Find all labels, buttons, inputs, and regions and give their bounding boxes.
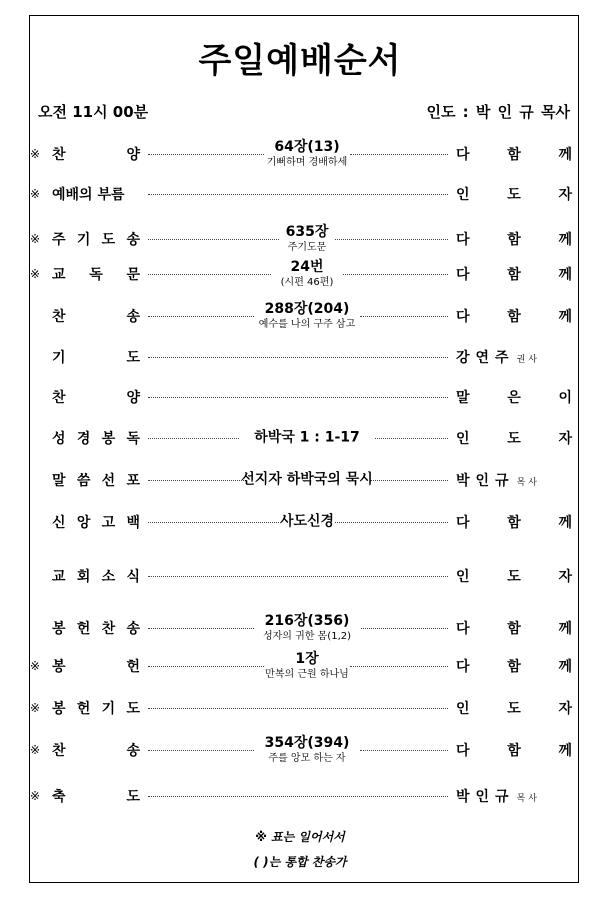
service-time: 오전 11시 00분 bbox=[38, 103, 149, 121]
dotted-leader bbox=[148, 796, 448, 797]
dotted-leader bbox=[148, 576, 448, 577]
responsible-char: 다 bbox=[456, 309, 470, 325]
item-label bbox=[52, 144, 140, 164]
item-label bbox=[52, 698, 140, 718]
service-item bbox=[30, 688, 578, 728]
item-label bbox=[52, 618, 140, 638]
responsible-char: 께 bbox=[558, 659, 572, 675]
item-content bbox=[180, 301, 434, 331]
page-title: 주일예배순서 bbox=[198, 41, 402, 81]
item-label bbox=[52, 347, 140, 367]
responsible-char: 께 bbox=[558, 267, 572, 283]
responsible-name: 박인규 bbox=[456, 789, 515, 805]
item-label-char: 기 bbox=[101, 701, 116, 717]
standing-mark: ※ bbox=[30, 743, 41, 757]
item-label-char: 도 bbox=[126, 701, 140, 717]
item-label-char: 도 bbox=[126, 350, 140, 366]
item-label-char: 헌 bbox=[76, 621, 91, 637]
dotted-leader bbox=[148, 708, 448, 709]
item-label bbox=[52, 428, 140, 448]
footer-hymnal-note: ( )는 통합 찬송가 bbox=[253, 855, 347, 869]
item-label bbox=[52, 264, 140, 284]
item-label-char: 앙 bbox=[76, 515, 91, 531]
responsible-char: 함 bbox=[507, 147, 521, 163]
item-content bbox=[180, 651, 434, 681]
responsible-name: 박인규 bbox=[456, 473, 515, 489]
responsible-char: 도 bbox=[507, 187, 521, 203]
item-title: 하박국 1 : 1-17 bbox=[254, 429, 360, 446]
responsible-char: 께 bbox=[558, 515, 572, 531]
item-label-char: 봉 bbox=[52, 701, 66, 717]
responsible-char: 께 bbox=[558, 147, 572, 163]
item-title: 사도신경 bbox=[279, 513, 335, 530]
item-label-char: 헌 bbox=[126, 659, 140, 675]
responsible-char: 은 bbox=[507, 390, 521, 406]
responsible-char: 다 bbox=[456, 147, 470, 163]
item-label-char: 헌 bbox=[76, 701, 91, 717]
responsible-char: 다 bbox=[456, 659, 470, 675]
item-label-char: 포 bbox=[126, 473, 140, 489]
item-title: 216장(356) bbox=[264, 613, 350, 629]
responsible-char: 함 bbox=[507, 267, 521, 283]
item-responsible bbox=[456, 347, 572, 367]
responsible-char: 자 bbox=[558, 569, 572, 585]
item-subtitle: 만복의 근원 하나님 bbox=[265, 669, 349, 680]
standing-mark: ※ bbox=[30, 147, 41, 161]
responsible-char: 자 bbox=[558, 431, 572, 447]
responsible-char: 께 bbox=[558, 232, 572, 248]
item-label bbox=[52, 229, 140, 249]
item-label bbox=[52, 656, 140, 676]
item-title: 선지자 하박국의 묵시 bbox=[241, 471, 373, 488]
item-label-char: 도 bbox=[101, 232, 116, 248]
item-content bbox=[180, 472, 434, 489]
item-label-char: 봉 bbox=[52, 659, 66, 675]
item-label-char: 교 bbox=[52, 569, 66, 585]
item-label-char: 송 bbox=[126, 232, 140, 248]
standing-mark: ※ bbox=[30, 187, 41, 201]
item-label bbox=[52, 306, 140, 326]
item-label-char: 기 bbox=[52, 350, 66, 366]
item-responsible bbox=[456, 144, 572, 164]
item-label-char: 찬 bbox=[52, 147, 66, 163]
item-label-char: 회 bbox=[76, 569, 91, 585]
standing-mark: ※ bbox=[30, 659, 41, 673]
item-label-char: 식 bbox=[126, 569, 140, 585]
item-content bbox=[180, 259, 434, 289]
service-item bbox=[30, 134, 578, 174]
responsible-char: 자 bbox=[558, 701, 572, 717]
item-label-char: 교 bbox=[52, 267, 66, 283]
item-label-char: 기 bbox=[76, 232, 91, 248]
responsible-char: 함 bbox=[507, 743, 521, 759]
item-content bbox=[180, 224, 434, 254]
service-item bbox=[30, 219, 578, 259]
item-label-char: 양 bbox=[126, 147, 140, 163]
item-label-char: 독 bbox=[89, 267, 103, 283]
item-responsible bbox=[456, 656, 572, 676]
item-responsible bbox=[456, 428, 572, 448]
service-item bbox=[30, 608, 578, 648]
responsible-title: 목사 bbox=[516, 794, 540, 804]
item-content bbox=[180, 139, 434, 169]
item-label bbox=[52, 786, 140, 806]
service-item bbox=[30, 646, 578, 686]
item-label-char: 찬 bbox=[101, 621, 116, 637]
item-responsible bbox=[456, 566, 572, 586]
item-responsible bbox=[456, 387, 572, 407]
service-item bbox=[30, 776, 578, 816]
responsible-char: 다 bbox=[456, 267, 470, 283]
responsible-char: 인 bbox=[456, 431, 470, 447]
item-subtitle: 기뻐하며 경배하세 bbox=[266, 157, 348, 168]
responsible-char: 도 bbox=[507, 701, 521, 717]
service-item bbox=[30, 502, 578, 542]
item-label-char: 봉 bbox=[52, 621, 66, 637]
item-title: 1장 bbox=[295, 651, 319, 667]
responsible-char: 도 bbox=[507, 569, 521, 585]
item-responsible bbox=[456, 470, 572, 490]
item-label bbox=[52, 740, 140, 760]
service-item bbox=[30, 174, 578, 214]
item-label-char: 봉 bbox=[101, 431, 116, 447]
item-responsible bbox=[456, 184, 572, 204]
item-label-char: 송 bbox=[126, 743, 140, 759]
responsible-char: 께 bbox=[558, 309, 572, 325]
responsible-char: 다 bbox=[456, 621, 470, 637]
item-label-char: 양 bbox=[126, 390, 140, 406]
service-item bbox=[30, 377, 578, 417]
item-label-char: 고 bbox=[101, 515, 116, 531]
service-item bbox=[30, 556, 578, 596]
item-subtitle: 예수를 나의 구주 삼고 bbox=[258, 319, 356, 330]
item-content bbox=[180, 735, 434, 765]
item-label-char: 말 bbox=[52, 473, 66, 489]
item-label bbox=[52, 566, 140, 586]
item-label-char: 주 bbox=[52, 232, 66, 248]
item-label-char: 축 bbox=[52, 789, 66, 805]
item-label bbox=[52, 470, 140, 490]
item-content bbox=[180, 430, 434, 447]
responsible-char: 함 bbox=[507, 515, 521, 531]
item-label-char: 문 bbox=[126, 267, 140, 283]
service-item bbox=[30, 418, 578, 458]
item-title: 24번 bbox=[290, 259, 324, 275]
standing-mark: ※ bbox=[30, 789, 41, 803]
item-content bbox=[180, 613, 434, 643]
service-item bbox=[30, 730, 578, 770]
item-label-char: 경 bbox=[76, 431, 91, 447]
service-item bbox=[30, 296, 578, 336]
item-title: 64장(13) bbox=[274, 139, 340, 155]
item-label bbox=[52, 184, 140, 204]
item-label-char: 도 bbox=[126, 789, 140, 805]
item-label-char: 송 bbox=[126, 621, 140, 637]
item-responsible bbox=[456, 264, 572, 284]
item-label-char: 독 bbox=[126, 431, 140, 447]
standing-mark: ※ bbox=[30, 232, 41, 246]
item-title: 354장(394) bbox=[264, 735, 350, 751]
item-subtitle: 주기도문 bbox=[287, 242, 327, 253]
item-title: 635장 bbox=[285, 224, 329, 240]
responsible-char: 이 bbox=[558, 390, 572, 406]
item-label-char: 신 bbox=[52, 515, 66, 531]
item-responsible bbox=[456, 512, 572, 532]
standing-mark: ※ bbox=[30, 267, 41, 281]
item-responsible bbox=[456, 740, 572, 760]
responsible-char: 다 bbox=[456, 515, 470, 531]
responsible-char: 인 bbox=[456, 701, 470, 717]
item-subtitle: 성자의 귀한 몸(1,2) bbox=[262, 631, 352, 642]
responsible-char: 인 bbox=[456, 569, 470, 585]
responsible-char: 께 bbox=[558, 743, 572, 759]
service-item bbox=[30, 254, 578, 294]
footer-standing-note: ※ 표는 일어서서 bbox=[255, 830, 345, 844]
service-item bbox=[30, 337, 578, 377]
responsible-title: 목사 bbox=[516, 478, 540, 488]
dotted-leader bbox=[148, 397, 448, 398]
responsible-char: 다 bbox=[456, 743, 470, 759]
item-label-char: 선 bbox=[101, 473, 116, 489]
item-label-char: 찬 bbox=[52, 309, 66, 325]
item-responsible bbox=[456, 306, 572, 326]
responsible-char: 다 bbox=[456, 232, 470, 248]
dotted-leader bbox=[148, 194, 448, 195]
item-label-char: 백 bbox=[126, 515, 140, 531]
item-responsible bbox=[456, 229, 572, 249]
responsible-name: 강연주 bbox=[456, 350, 515, 366]
responsible-char: 께 bbox=[558, 621, 572, 637]
item-label-char: 송 bbox=[126, 309, 140, 325]
service-item bbox=[30, 460, 578, 500]
item-title: 288장(204) bbox=[264, 301, 350, 317]
responsible-char: 함 bbox=[507, 659, 521, 675]
service-leader: 인도 : 박 인 규 목사 bbox=[426, 103, 570, 121]
item-label-char: 예배의 부름 bbox=[52, 187, 125, 203]
item-responsible bbox=[456, 618, 572, 638]
item-responsible bbox=[456, 698, 572, 718]
item-subtitle: 주를 앙모 하는 자 bbox=[268, 753, 346, 764]
responsible-char: 도 bbox=[507, 431, 521, 447]
responsible-char: 자 bbox=[558, 187, 572, 203]
item-label bbox=[52, 387, 140, 407]
responsible-char: 인 bbox=[456, 187, 470, 203]
responsible-title: 권사 bbox=[516, 355, 540, 365]
responsible-char: 함 bbox=[507, 621, 521, 637]
item-label-char: 찬 bbox=[52, 390, 66, 406]
item-label-char: 씀 bbox=[76, 473, 91, 489]
standing-mark: ※ bbox=[30, 701, 41, 715]
responsible-char: 함 bbox=[507, 232, 521, 248]
item-label-char: 소 bbox=[101, 569, 116, 585]
item-label-char: 성 bbox=[52, 431, 66, 447]
responsible-char: 함 bbox=[507, 309, 521, 325]
item-responsible bbox=[456, 786, 572, 806]
responsible-char: 말 bbox=[456, 390, 470, 406]
item-content bbox=[180, 514, 434, 531]
item-subtitle: (시편 46편) bbox=[280, 277, 334, 288]
item-label bbox=[52, 512, 140, 532]
item-label-char: 찬 bbox=[52, 743, 66, 759]
dotted-leader bbox=[148, 357, 448, 358]
